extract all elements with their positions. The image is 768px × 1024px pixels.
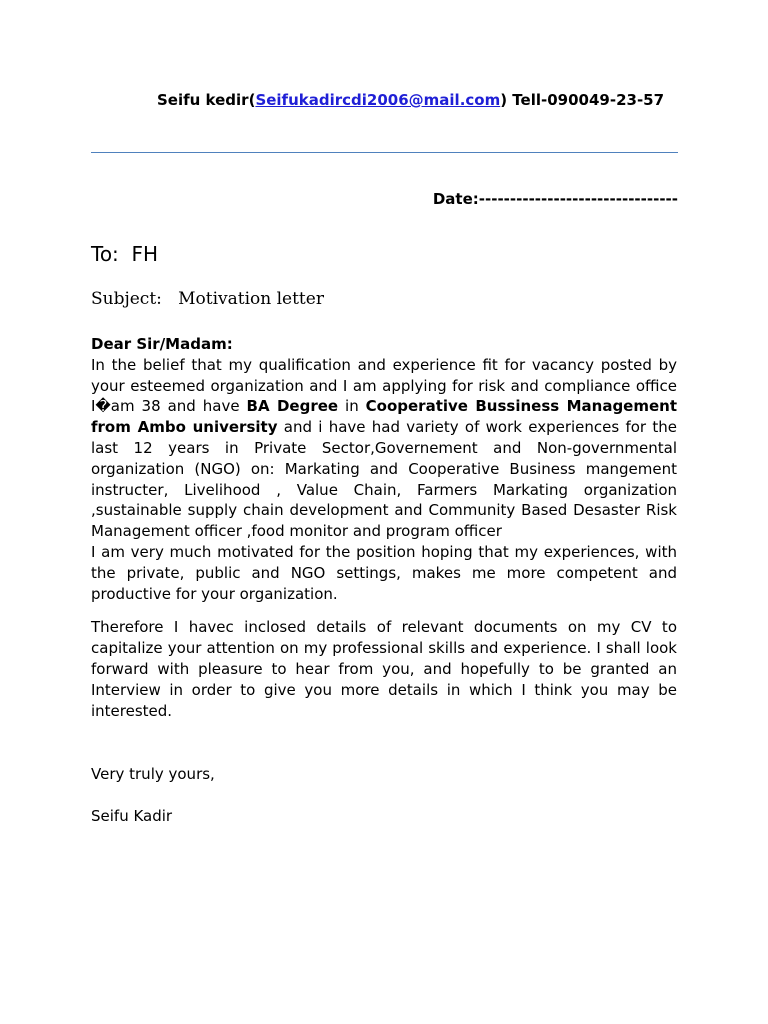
header-divider <box>91 152 678 153</box>
paragraph-qualifications-text-1: In the belief that my qualification and experience fit for vacancy posted by your esteemed organization and I am applying for risk and compliance office I�am 38 and have <box>91 355 677 416</box>
closing-line: Very truly yours, <box>91 765 215 783</box>
subject-line: Subject: Motivation letter <box>91 289 324 309</box>
paragraph-qualifications-text-3: and i have had variety of work experiences for the last 12 years in Private Sector,Governement and Non-governmental organization (NGO) on: Markating and Cooperative Business mangement instructer, Livelihood , Value Chain, Farmers Markating organization ,sustainable supply chain development and Community Based Desaster Risk Management officer ,food monitor and program officer <box>91 418 677 541</box>
letter-body <box>91 334 677 721</box>
sender-name: Seifu kedir( <box>157 91 256 109</box>
degree-name: BA Degree <box>246 397 339 416</box>
recipient-line: To: FH <box>91 242 159 266</box>
signature-name: Seifu Kadir <box>91 807 173 825</box>
email-link[interactable]: Seifukadircdi2006@mail.com <box>255 91 501 109</box>
sender-phone: ) Tell-090049-23-57 <box>500 91 665 109</box>
paragraph-qualifications <box>91 355 677 542</box>
paragraph-motivation: I am very much motivated for the position hoping that my experiences, with the private, public and NGO settings, makes me more competent and productive for your organization. <box>91 542 677 603</box>
letter-header <box>91 91 677 110</box>
degree-field: Cooperative Bussiness Management from Ambo university <box>91 397 678 437</box>
date-line: Date:-------------------------------- <box>432 190 678 208</box>
paragraph-enclosure: Therefore I havec inclosed details of relevant documents on my CV to capitalize your attention on my professional skills and experience. I shall look forward with pleasure to hear from you, and hopefully to be granted an Interview in order to give you more details in which I think you may be interested. <box>91 618 677 720</box>
salutation: Dear Sir/Madam: <box>91 335 233 353</box>
paragraph-qualifications-text-2: in <box>338 397 366 416</box>
